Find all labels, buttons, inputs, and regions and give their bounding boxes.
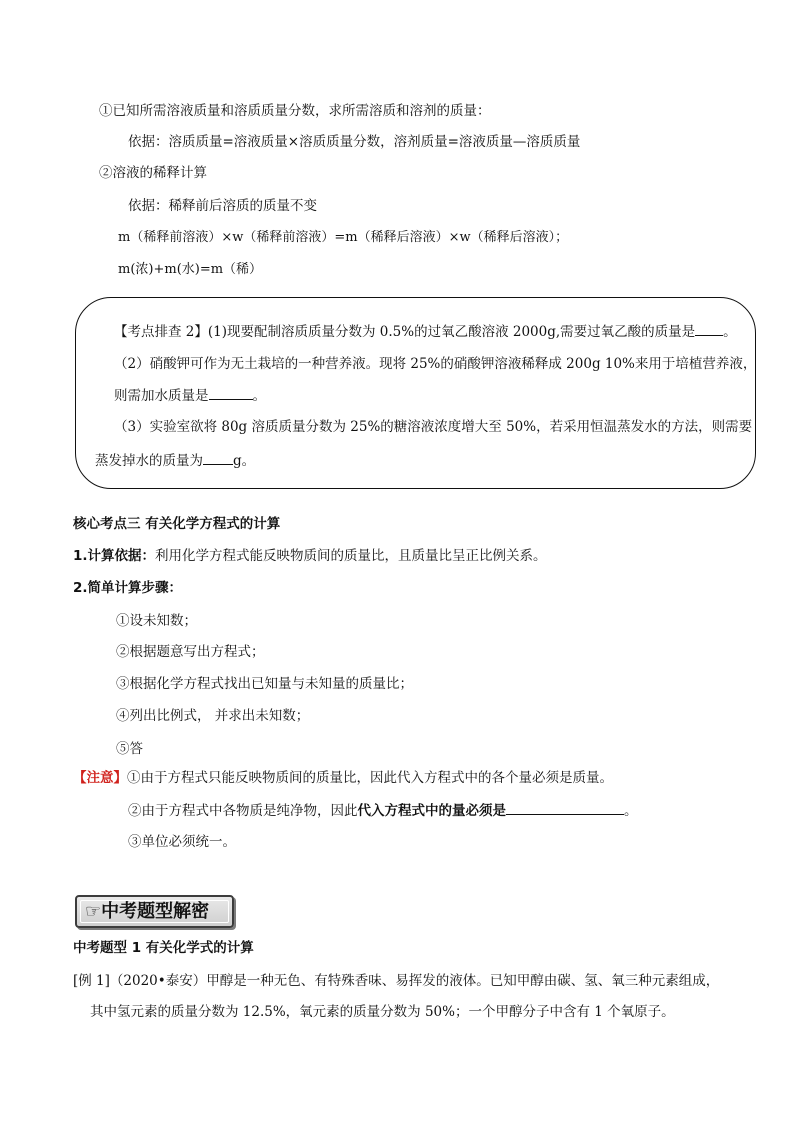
answer-blank[interactable] <box>209 385 253 400</box>
calc-basis-label: 1.计算依据： <box>73 548 156 564</box>
basis-solute-mass: 依据：溶质质量=溶液质量×溶质质量分数，溶剂质量=溶液质量—溶质质量 <box>128 134 581 150</box>
calc-basis <box>73 546 547 566</box>
exercise-q1 <box>114 321 737 342</box>
exercise-q2-line2 <box>114 385 266 406</box>
note-label: 【注意】 <box>73 770 127 786</box>
note-line1 <box>73 768 613 788</box>
exercise-q3-line2 <box>95 450 255 471</box>
step-item: ④列出比例式， 并求出未知数； <box>116 708 310 724</box>
example-line2: 其中氢元素的质量分数为 12.5%，氧元素的质量分数为 50%；一个甲醇分子中含有 1 个氧原子。 <box>90 1004 675 1020</box>
exam-section-title: ☞中考题型解密 <box>85 901 210 922</box>
step-item: ⑤答 <box>116 741 143 757</box>
exam-type-heading: 中考题型 1 有关化学式的计算 <box>73 940 254 956</box>
note-end: 。 <box>624 803 638 819</box>
answer-blank[interactable] <box>203 450 233 465</box>
note-emphasis: 代入方程式中的量必须是 <box>357 803 506 819</box>
steps-heading: 2.简单计算步骤： <box>73 580 183 596</box>
step-item: ②根据题意写出方程式； <box>116 644 265 660</box>
exercise-q2-text: 则需加水质量是 <box>114 388 209 404</box>
note-line2 <box>128 800 638 821</box>
exercise-q2-line1: （2）硝酸钾可作为无土栽培的一种营养液。现将 25%的硝酸钾溶液稀释成 200g 10%来用于培植营养液， <box>114 356 757 372</box>
note-line3: ③单位必须统一。 <box>128 834 236 850</box>
answer-blank[interactable] <box>695 321 723 336</box>
example-line1: [例 1]（2020•泰安）甲醇是一种无色、有特殊香味、易挥发的液体。已知甲醇由碳、氢、氧三种元素组成， <box>73 973 720 989</box>
answer-blank[interactable] <box>506 800 624 815</box>
exercise-q3-line1: （3）实验室欲将 80g 溶质质量分数为 25%的糖溶液浓度增大至 50%，若采用恒温蒸发水的方法，则需要 <box>114 419 753 435</box>
calc-basis-text: 利用化学方程式能反映物质间的质量比，且质量比呈正比例关系。 <box>155 548 547 564</box>
basis-dilution: 依据：稀释前后溶质的质量不变 <box>128 198 317 214</box>
exercise-q2-end: 。 <box>252 388 266 404</box>
section-heading: 核心考点三 有关化学方程式的计算 <box>73 516 281 532</box>
item-known-solution-mass: ①已知所需溶液质量和溶质质量分数，求所需溶质和溶剂的质量： <box>99 103 491 119</box>
note-text: ①由于方程式只能反映物质间的质量比，因此代入方程式中的各个量必须是质量。 <box>127 770 613 786</box>
exam-section-tag <box>75 895 234 928</box>
exercise-q1-end: 。 <box>723 324 737 340</box>
step-item: ①设未知数； <box>116 613 197 629</box>
exercise-q1-text: 【考点排查 2】(1)现要配制溶质质量分数为 0.5%的过氧乙酸溶液 2000g,需要过氧乙酸的质量是 <box>114 324 696 340</box>
note-text: ②由于方程式中各物质是纯净物，因此 <box>128 803 358 819</box>
mass-sum-formula: m(浓)+m(水)=m（稀） <box>118 262 263 277</box>
exercise-q3-end: g。 <box>233 453 256 469</box>
exercise-q3-text: 蒸发掉水的质量为 <box>95 453 203 469</box>
item-dilution: ②溶液的稀释计算 <box>99 165 207 181</box>
step-item: ③根据化学方程式找出已知量与未知量的质量比； <box>116 676 413 692</box>
dilution-formula: m（稀释前溶液）×w（稀释前溶液）=m（稀释后溶液）×w（稀释后溶液）； <box>118 230 569 245</box>
